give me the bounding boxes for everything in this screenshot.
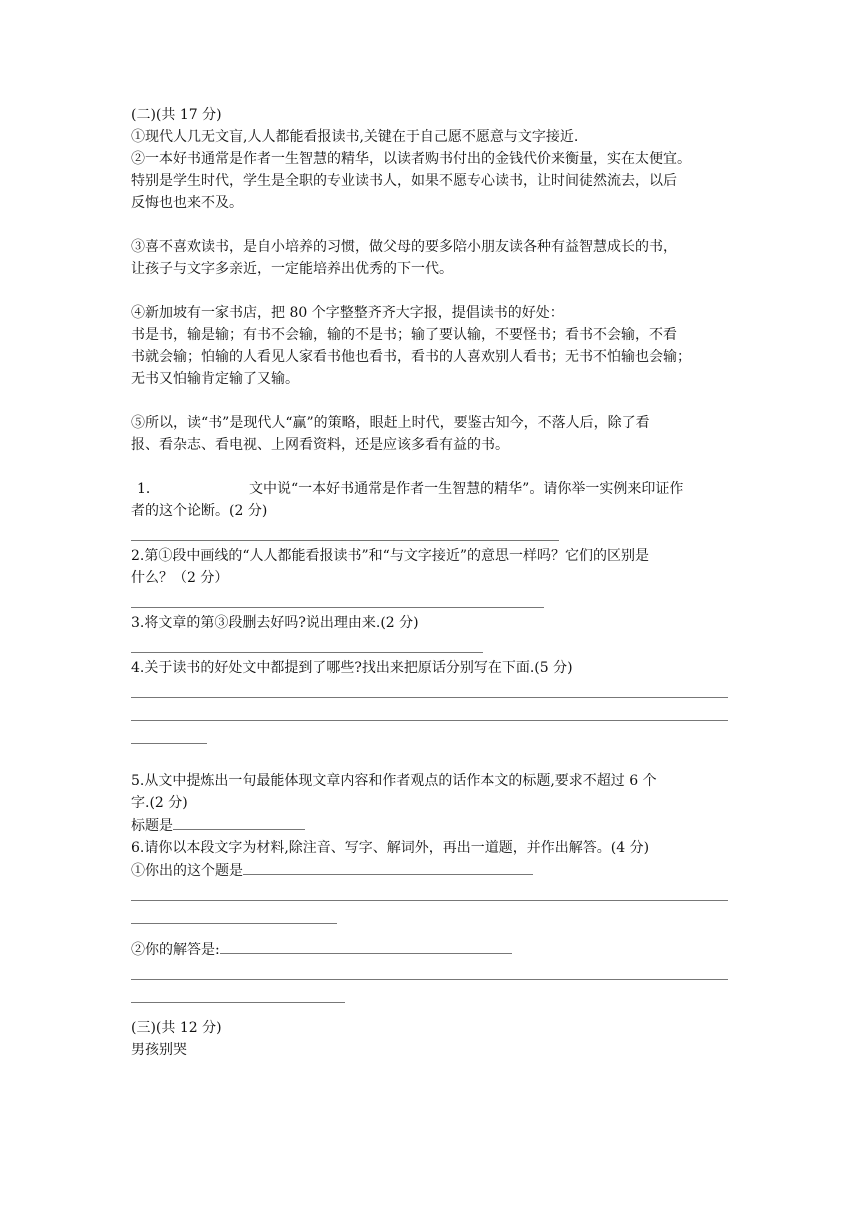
question-6-part-b-label: ②你的解答是: <box>131 942 220 958</box>
paragraph-3-line: ③喜不喜欢读书，是自小培养的习惯，做父母的要多陪小朋友读各种有益智慧成长的书， <box>131 239 677 255</box>
section3-title: 男孩别哭 <box>131 1042 187 1058</box>
paragraph-3 <box>131 236 731 280</box>
paragraph-2 <box>131 148 731 214</box>
paragraph-2-line: ②一本好书通常是作者一生智慧的精华，以读者购书付出的金钱代价来衡量，实在太便宜。 <box>131 151 691 167</box>
question-2 <box>131 545 731 608</box>
question-2-text-cont: 什么？（2 分） <box>131 570 229 586</box>
question-6 <box>131 837 731 1003</box>
question-1-text-cont: 者的这个论断。(2 分) <box>131 503 268 519</box>
question-6-text: 6.请你以本段文字为材料,除注音、写字、解词外，再出一道题，并作出解答。(4 分) <box>131 840 650 856</box>
question-1-text: 文中说“一本好书通常是作者一生智慧的精华”。请你举一实例来印证作 <box>249 481 684 497</box>
paragraph-1: ①现代人几无文盲,人人都能看报读书,关键在于自己愿不愿意与文字接近. <box>131 129 579 145</box>
answer-line-6b[interactable] <box>131 905 337 924</box>
paragraph-5-line: ⑤所以，读“书”是现代人“赢”的策略，眼赶上时代，要鉴古知今，不落人后，除了看 <box>131 415 650 431</box>
answer-line-1[interactable] <box>131 522 559 541</box>
question-6-part-b-blank[interactable] <box>220 938 512 954</box>
paragraph-5-line: 报、看杂志、看电视、上网看资料，还是应该多看有益的书。 <box>131 437 509 453</box>
question-5-text: 5.从文中提炼出一句最能体现文章内容和作者观点的话作本文的标题,要求不超过 6 个 <box>131 773 657 789</box>
paragraph-3-line: 让孩子与文字多亲近，一定能培养出优秀的下一代。 <box>131 261 453 277</box>
answer-line-4c[interactable] <box>131 725 207 744</box>
question-5 <box>131 770 731 837</box>
paragraph-4-line: 书就会输；怕输的人看见人家看书他也看书，看书的人喜欢别人看书；无书不怕输也会输； <box>131 349 691 365</box>
paragraph-4-line: 书是书，输是输；有书不会输，输的不是书；输了要认输，不要怪书；看书不会输，不看 <box>131 327 677 343</box>
section2-header: (二)(共 17 分) <box>131 107 222 123</box>
answer-line-6a[interactable] <box>131 882 728 901</box>
question-6-part-a-label: ①你出的这个题是 <box>131 863 243 879</box>
question-1-number: 1． <box>137 481 160 497</box>
paragraph-4 <box>131 302 731 390</box>
question-3-text: 3.将文章的第③段删去好吗?说出理由来.(2 分) <box>131 615 419 631</box>
answer-line-6c[interactable] <box>131 961 728 980</box>
paragraph-2-line: 反悔也也来不及。 <box>131 195 243 211</box>
question-3 <box>131 612 731 653</box>
question-1 <box>131 478 731 541</box>
paragraph-4-line: ④新加坡有一家书店，把 80 个字整整齐齐大字报，提倡读书的好处： <box>131 305 564 321</box>
question-6-part-a-blank[interactable] <box>243 859 533 875</box>
question-4 <box>131 657 731 744</box>
question-5-text-cont: 字.(2 分) <box>131 795 188 811</box>
answer-line-4a[interactable] <box>131 679 728 698</box>
answer-line-3[interactable] <box>131 634 483 653</box>
title-label: 标题是 <box>131 818 173 834</box>
question-2-text: 2.第①段中画线的“人人都能看报读书”和“与文字接近”的意思一样吗？它们的区别是 <box>131 548 649 564</box>
answer-line-2[interactable] <box>131 589 544 608</box>
title-answer-blank[interactable] <box>173 814 305 830</box>
question-4-text: 4.关于读书的好处文中都提到了哪些?找出来把原话分别写在下面.(5 分) <box>131 660 573 676</box>
answer-line-6d[interactable] <box>131 984 345 1003</box>
paragraph-5 <box>131 412 731 456</box>
answer-line-4b[interactable] <box>131 702 728 721</box>
paragraph-4-line: 无书又怕输肯定输了又输。 <box>131 371 299 387</box>
document-content <box>131 104 731 1061</box>
paragraph-2-line: 特别是学生时代，学生是全职的专业读书人，如果不愿专心读书，让时间徒然流去，以后 <box>131 173 677 189</box>
section3-header: (三)(共 12 分) <box>131 1020 222 1036</box>
